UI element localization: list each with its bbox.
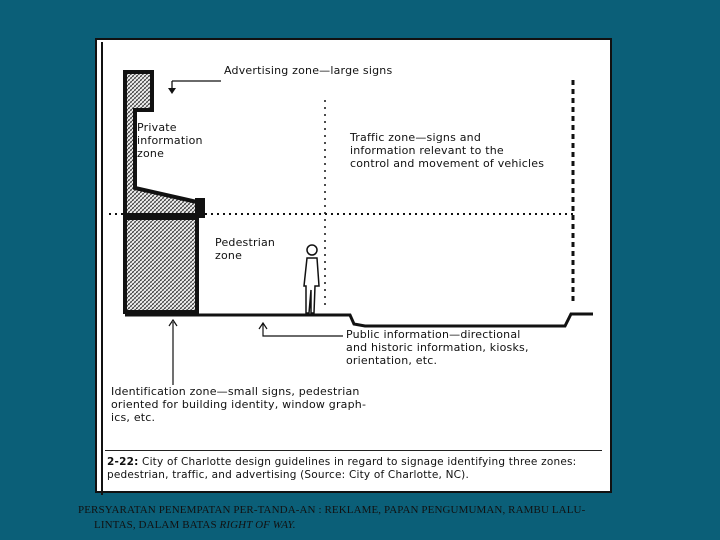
- signage-zones-diagram: [97, 40, 614, 495]
- caption-text: City of Charlotte design guidelines in regard to signage identifying three zones: pedestrian, traffic, and advertising (Source: City of Charlotte, NC).: [107, 456, 577, 481]
- label-private-information-zone: Private information zone: [137, 121, 203, 160]
- pedestrian-figure: [304, 245, 319, 313]
- footer-line-2-italic: RIGHT OF WAY.: [219, 519, 296, 531]
- public-info-leader-arrow: [263, 323, 343, 336]
- street-profile-line: [125, 314, 593, 326]
- slide-footer-text: [78, 503, 658, 533]
- scanned-diagram-page: [95, 38, 612, 493]
- footer-line-2-main: LINTAS, DALAM BATAS: [94, 519, 220, 531]
- figure-caption: [105, 450, 602, 487]
- caption-number: 2-22:: [107, 456, 139, 468]
- label-advertising-zone: Advertising zone—large signs: [224, 64, 393, 77]
- label-identification-zone: Identification zone—small signs, pedestrian oriented for building identity, window graph- ics, etc.: [111, 385, 367, 424]
- label-pedestrian-zone: Pedestrian zone: [215, 236, 276, 262]
- label-public-information: Public information—directional and historic information, kiosks, orientation, etc.: [346, 328, 529, 367]
- footer-line-2: [78, 518, 658, 533]
- footer-line-1: PERSYARATAN PENEMPATAN PER-TANDA-AN : REKLAME, PAPAN PENGUMUMAN, RAMBU LALU-: [78, 504, 586, 516]
- label-traffic-zone: Traffic zone—signs and information relevant to the control and movement of vehicles: [350, 131, 545, 170]
- lower-building-facade: [125, 218, 197, 312]
